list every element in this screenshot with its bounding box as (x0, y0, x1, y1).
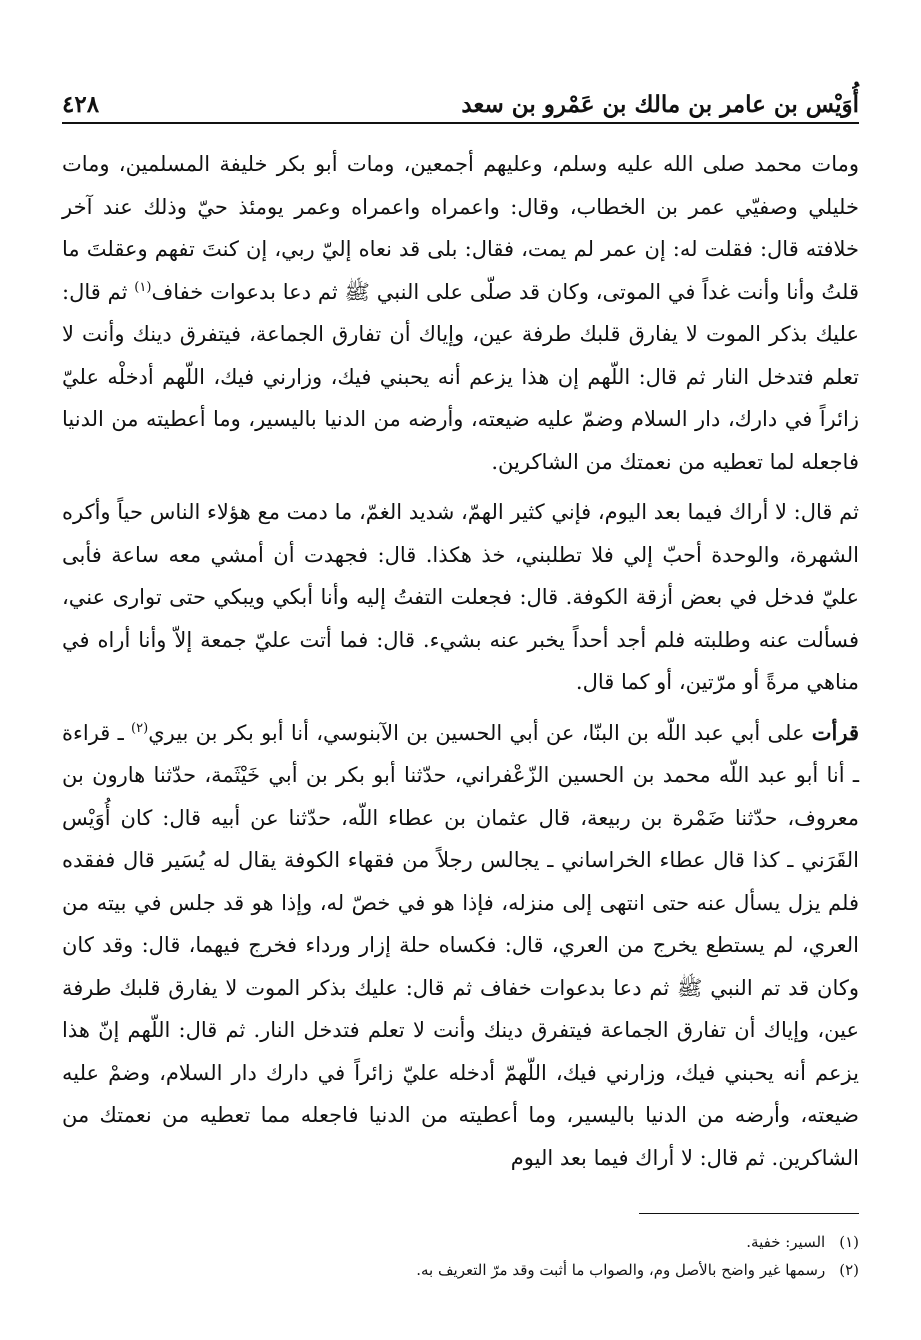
footnotes (62, 1228, 859, 1284)
paragraph-1 (62, 143, 859, 483)
footnote-ref-2: (٢) (131, 720, 149, 736)
footnote-2 (62, 1256, 859, 1284)
footnote-text: رسمها غير واضح بالأصل وم، والصواب ما أثبت وقد مرّ التعريف به. (416, 1261, 826, 1279)
header-divider (62, 122, 859, 124)
paragraph-3 (62, 712, 859, 1180)
paragraph-text: على أبي عبد اللّه بن البنّا، عن أبي الحسين بن الآبنوسي، أنا أبو بكر بن بيري (148, 720, 812, 745)
footnote-number: (١) (839, 1233, 859, 1251)
page-header (62, 78, 859, 118)
page-number: ٤٢٨ (62, 91, 100, 118)
paragraph-text-tail: ثم قال: عليك بذكر الموت لا يفارق قلبك طرفة عين، وإياك أن تفارق الجماعة، فيتفرق دينك وأنت لا تعلم فتدخل النار ثم قال: اللّهم إن هذا يزعم أنه يحبني فيك، وزارني فيك، اللّهم أدخلْه عليّ زائراً في دارك، دار السلام وضمّ عليه ضيعته، وأرضه من الدنيا باليسير، وما أعطيته من الدنيا فاجعله لما تعطيه من نعمتك من الشاكرين. (62, 279, 859, 474)
footnote-divider (639, 1213, 859, 1214)
paragraph-text-tail: ـ قراءة ـ أنا أبو عبد اللّه محمد بن الحسين الزّعْفراني، حدّثنا أبو بكر بن أبي خَيْثَمة، حدّثنا هارون بن معروف، حدّثنا ضَمْرة بن ربيعة، قال عثمان بن عطاء اللّه، حدّثنا عن أبيه قال: كان أُوَيْس القَرَني ـ كذا قال عطاء الخراساني ـ يجالس رجلاً من فقهاء الكوفة يقال له يُسَير قال ففقده فلم يزل يسأل عنه حتى انتهى إلى منزله، فإذا هو في خصّ له، وإذا هو قد جلس في بيته من العري، لم يستطع يخرج من العري، قال: فكساه حلة إزار ورداء فخرج فيهما، قال: وقد كان وكان قد تم النبي ﷺ ثم دعا بدعوات خفاف ثم قال: عليك بذكر الموت لا يفارق قلبك طرفة عين، وإياك أن تفارق الجماعة فيتفرق دينك وأنت لا تعلم فتدخل النار. ثم قال: اللّهم إنّ هذا يزعم أنه يحبني فيك، وزارني فيك، اللّهمّ أدخله عليّ زائراً في دارك دار السلام، وضمْ عليه ضيعته، وأرضه من الدنيا باليسير، وما أعطيته من الدنيا فاجعله مما تعطيه من نعمتك من الشاكرين. ثم قال: لا أراك فيما بعد اليوم (62, 720, 859, 1170)
footnote-1 (62, 1228, 859, 1256)
paragraph-lead-word: قرأت (811, 719, 860, 745)
running-title: أُوَيْس بن عامر بن مالك بن عَمْرو بن سعد (461, 91, 859, 118)
footnote-number: (٢) (839, 1261, 859, 1279)
footnote-ref-1: (١) (134, 279, 152, 295)
main-text (62, 143, 859, 1187)
paragraph-text: ومات محمد صلى الله عليه وسلم، وعليهم أجمعين، ومات أبو بكر خليفة المسلمين، ومات خليلي وصفيّي عمر بن الخطاب، وقال: واعمراه واعمراه وعمر يومئذ حيّ وذلك عند آخر خلافته قال: فقلت له: إن عمر لم يمت، فقال: بلى قد نعاه إليّ ربي، إن كنتَ تفهم وعقلتَ ما قلتُ وأنا وأنت غداً في الموتى، وكان قد صلّى على النبي ﷺ ثم دعا بدعوات خفاف (62, 152, 859, 304)
paragraph-2 (62, 491, 859, 704)
paragraph-text: ثم قال: لا أراك فيما بعد اليوم، فإني كثير الهمّ، شديد الغمّ، ما دمت مع هؤلاء الناس حياً وأكره الشهرة، والوحدة أحبّ إلي فلا تطلبني، خذ هكذا. قال: فجهدت أن أمشي معه ساعة فأبى عليّ فدخل في بعض أزقة الكوفة. قال: فجعلت التفتُ إليه وأنا أبكي ويبكي حتى توارى عني، فسألت عنه وطلبته فلم أجد أحداً يخبر عنه بشيء. قال: فما أتت عليّ جمعة إلاّ وأنا أراه في مناهي مرةً أو مرّتين، أو كما قال. (62, 500, 859, 694)
footnote-text: السير: خفية. (746, 1233, 826, 1251)
